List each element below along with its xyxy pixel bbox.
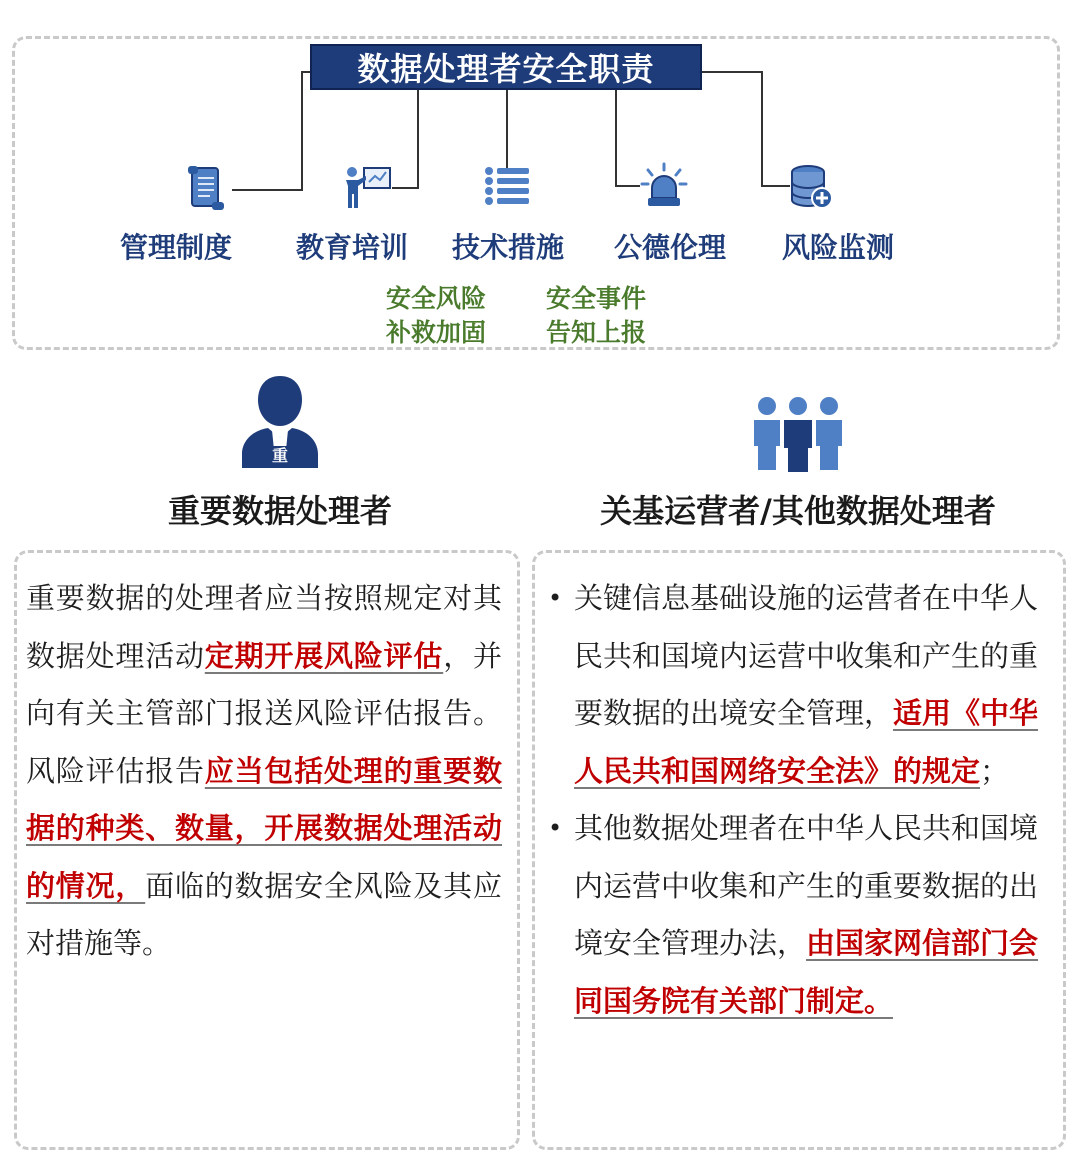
connector-duty-1 bbox=[232, 72, 310, 190]
list-lines-icon bbox=[484, 166, 530, 206]
scroll-document-icon bbox=[186, 164, 226, 212]
alarm-light-icon bbox=[640, 162, 688, 210]
role-title-cii-other: 关基运营者/其他数据处理者 bbox=[600, 492, 996, 530]
duty-label-training: 教育培训 bbox=[295, 231, 409, 264]
connector-duty-2 bbox=[392, 90, 418, 188]
list-item: • 其他数据处理者在中华人民共和国境内运营中收集和产生的重要数据的出境安全管理办法，由国家网信部门会同国务院有关部门制定。 bbox=[548, 811, 1039, 1018]
duty-label-management: 管理制度 bbox=[119, 231, 233, 264]
role-title-important: 重要数据处理者 bbox=[167, 492, 393, 530]
people-group-icon bbox=[752, 396, 844, 472]
sub-item-remedy: 安全风险 补救加固 bbox=[386, 284, 487, 347]
list-item: • 关键信息基础设施的运营者在中华人民共和国境内运营中收集和产生的重要数据的出境安全管理，适用《中华人民共和国网络安全法》的规定； bbox=[548, 581, 1039, 788]
teacher-board-icon bbox=[342, 164, 392, 210]
highlight-cac-regulation: 由国家网信部门会同国务院有关部门制定。 bbox=[574, 926, 1039, 1018]
connector-duty-5 bbox=[702, 72, 790, 186]
database-shield-icon bbox=[790, 164, 834, 212]
sub-item-report: 安全事件 告知上报 bbox=[546, 284, 647, 347]
duty-label-risk-monitor: 风险监测 bbox=[781, 231, 895, 264]
person-badge-icon bbox=[238, 372, 322, 470]
highlight-cybersecurity-law: 适用《中华人民共和国网络安全法》的规定 bbox=[574, 696, 1039, 788]
duty-label-ethics: 公德伦理 bbox=[613, 231, 727, 264]
important-processor-text: 重要数据的处理者应当按照规定对其数据处理活动定期开展风险评估，并向有关主管部门报送风险评估报告。风险评估报告应当包括处理的重要数据的种类、数量，开展数据处理活动的情况，面临的数据安全风险及其应对措施等。 bbox=[26, 581, 502, 960]
role-badge-text: 重 bbox=[271, 446, 289, 465]
highlight-risk-assessment: 定期开展风险评估 bbox=[204, 638, 444, 673]
duty-label-technical: 技术措施 bbox=[451, 231, 565, 264]
highlight-report-content: 应当包括处理的重要数据的种类、数量，开展数据处理活动的情况， bbox=[26, 753, 502, 903]
connector-lines bbox=[0, 0, 1080, 230]
connector-duty-4 bbox=[616, 90, 640, 186]
page-title: 数据处理者安全职责 bbox=[310, 44, 702, 90]
cii-other-bullet-list bbox=[548, 570, 1048, 1030]
